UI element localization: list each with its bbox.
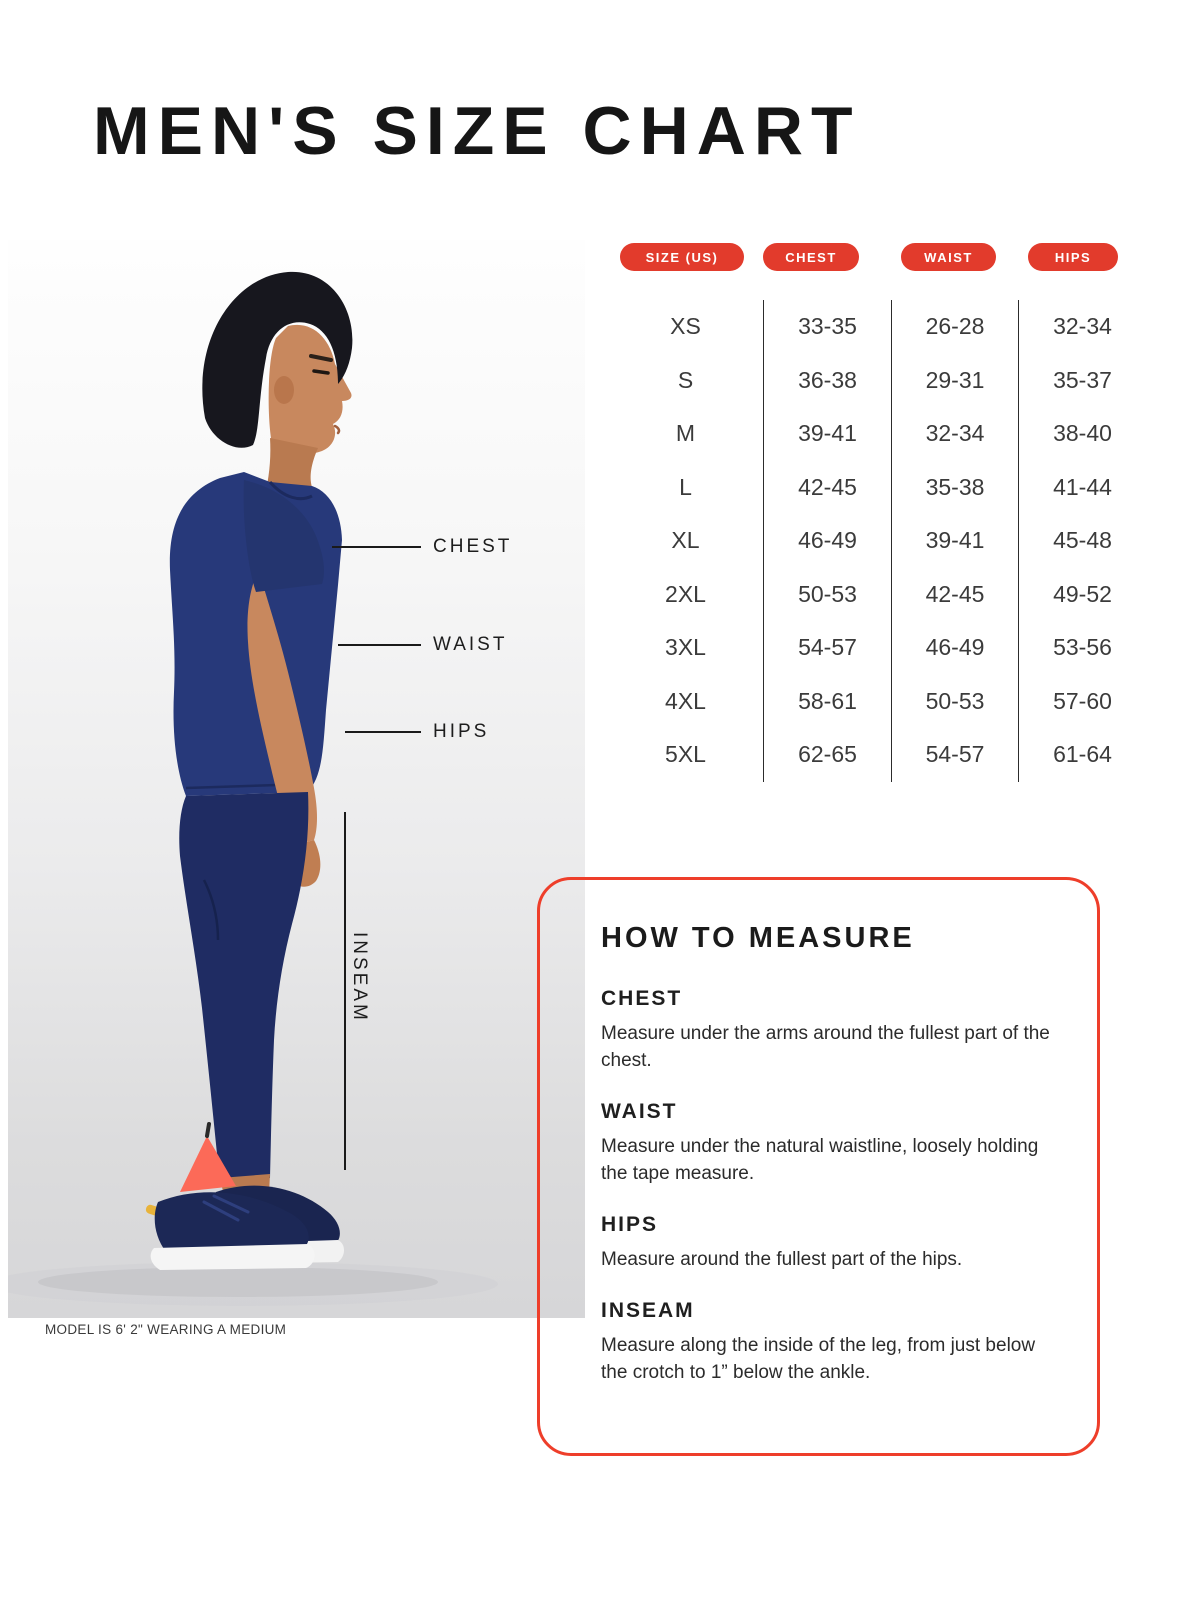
- size-value: 4XL: [665, 687, 706, 714]
- chest-value: 54-57: [763, 621, 891, 675]
- table-row: [608, 300, 1148, 354]
- measure-section-heading-hips: HIPS: [601, 1212, 659, 1236]
- waist-value: 39-41: [891, 514, 1018, 568]
- size-value: L: [679, 473, 692, 500]
- table-row: [608, 568, 1148, 622]
- waist-value: 50-53: [891, 675, 1018, 729]
- size-value: M: [675, 420, 696, 447]
- hips-value: 53-56: [1018, 621, 1146, 675]
- measure-section-heading-inseam: INSEAM: [601, 1298, 695, 1322]
- hips-annotation: [345, 721, 489, 743]
- size-value: XS: [670, 313, 701, 340]
- table-row: [608, 621, 1148, 675]
- chest-pointer-line: [332, 546, 421, 548]
- hips-value: 49-52: [1018, 568, 1146, 622]
- waist-pointer-line: [338, 644, 421, 646]
- model-illustration: [8, 240, 585, 1318]
- page-title: MEN'S SIZE CHART: [93, 93, 861, 169]
- size-table: [608, 300, 1148, 782]
- waist-value: 26-28: [891, 300, 1018, 354]
- chest-label: CHEST: [433, 536, 513, 557]
- waist-value: 29-31: [891, 354, 1018, 408]
- chest-value: 46-49: [763, 514, 891, 568]
- model-caption: MODEL IS 6' 2" WEARING A MEDIUM: [45, 1322, 287, 1337]
- column-pill-chest: CHEST: [763, 243, 859, 271]
- hips-value: 35-37: [1018, 354, 1146, 408]
- hips-value: 57-60: [1018, 675, 1146, 729]
- hips-value: 32-34: [1018, 300, 1146, 354]
- waist-annotation: [338, 634, 507, 656]
- size-value: S: [677, 366, 694, 393]
- waist-value: 46-49: [891, 621, 1018, 675]
- waist-value: 42-45: [891, 568, 1018, 622]
- inseam-pointer-line: [344, 812, 346, 1170]
- waist-value: 32-34: [891, 407, 1018, 461]
- model-photo: [8, 240, 585, 1318]
- hips-value: 41-44: [1018, 461, 1146, 515]
- hips-label: HIPS: [433, 721, 490, 742]
- table-row: [608, 354, 1148, 408]
- how-to-measure-title: HOW TO MEASURE: [601, 922, 915, 954]
- column-pill-waist: WAIST: [901, 243, 996, 271]
- measure-section-heading-chest: CHEST: [601, 987, 683, 1010]
- inseam-label: INSEAM: [349, 932, 370, 1023]
- size-value: 2XL: [665, 580, 706, 607]
- chest-value: 62-65: [763, 728, 891, 782]
- chest-value: 36-38: [763, 354, 891, 408]
- hips-value: 61-64: [1018, 728, 1146, 782]
- size-value: XL: [671, 527, 700, 554]
- measure-section-heading-waist: WAIST: [601, 1099, 678, 1123]
- waist-label: WAIST: [433, 634, 508, 655]
- hips-value: 38-40: [1018, 407, 1146, 461]
- chest-value: 42-45: [763, 461, 891, 515]
- how-to-measure-box: [537, 877, 1100, 1456]
- table-row: [608, 728, 1148, 782]
- chest-value: 58-61: [763, 675, 891, 729]
- column-pill-hips: HIPS: [1028, 243, 1118, 271]
- size-value: 5XL: [665, 741, 706, 768]
- size-value: 3XL: [665, 634, 706, 661]
- waist-value: 35-38: [891, 461, 1018, 515]
- measure-section-body-chest: Measure under the arms around the fullest part of the chest.: [601, 1023, 1050, 1071]
- hips-value: 45-48: [1018, 514, 1146, 568]
- hips-pointer-line: [345, 731, 421, 733]
- table-row: [608, 461, 1148, 515]
- measure-section-body-waist: Measure under the natural waistline, loosely holding the tape measure.: [601, 1135, 1039, 1184]
- chest-value: 50-53: [763, 568, 891, 622]
- chest-value: 39-41: [763, 407, 891, 461]
- column-pill-size: SIZE (US): [620, 243, 744, 271]
- chest-annotation: [332, 536, 512, 558]
- table-row: [608, 675, 1148, 729]
- waist-value: 54-57: [891, 728, 1018, 782]
- measure-section-body-inseam: Measure along the inside of the leg, from just below the crotch to 1” below the ankle.: [601, 1334, 1036, 1383]
- table-row: [608, 407, 1148, 461]
- chest-value: 33-35: [763, 300, 891, 354]
- table-row: [608, 514, 1148, 568]
- measure-section-body-hips: Measure around the fullest part of the hips.: [601, 1248, 963, 1270]
